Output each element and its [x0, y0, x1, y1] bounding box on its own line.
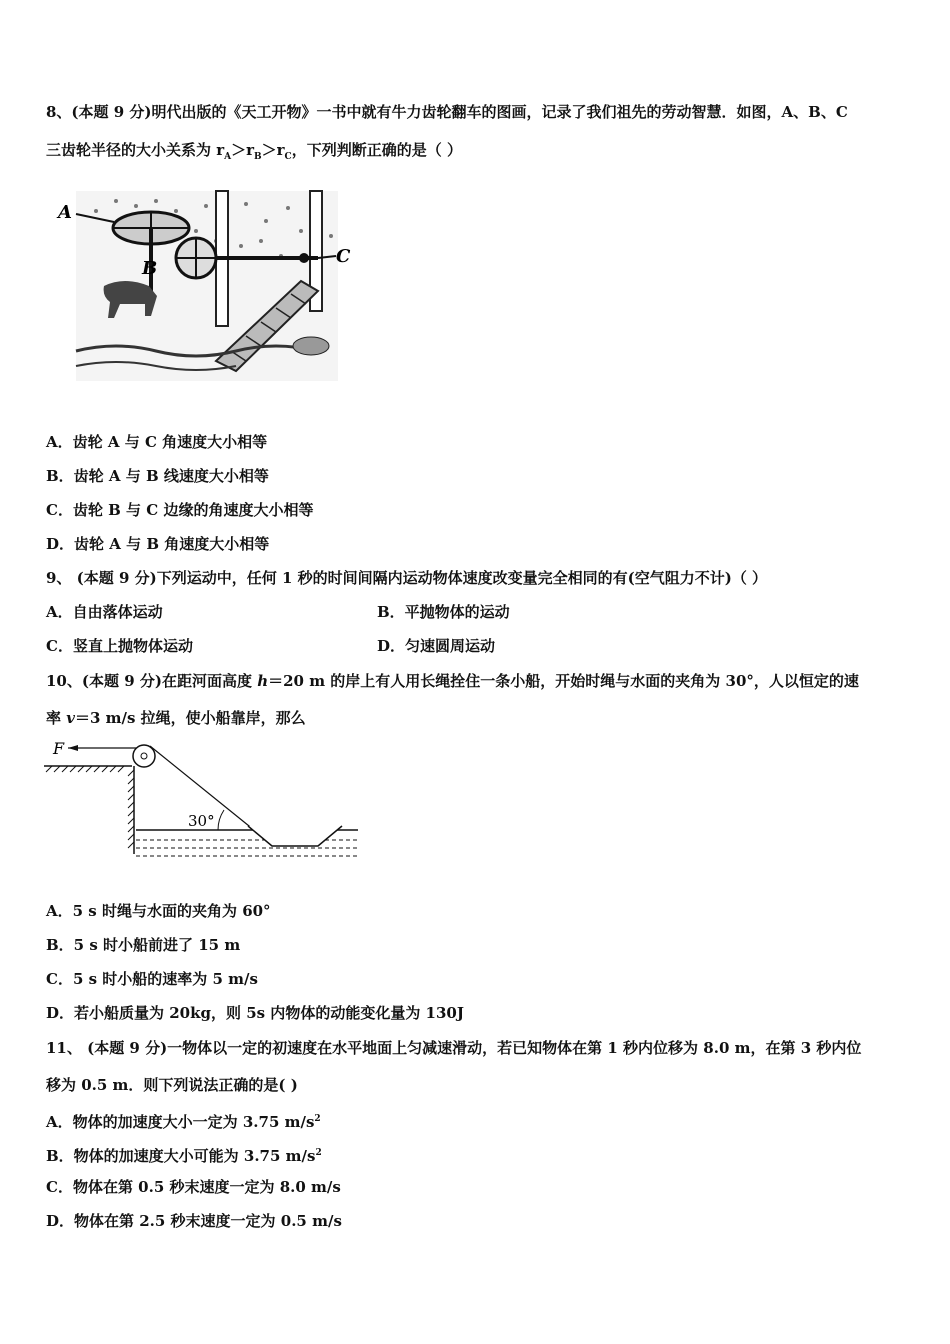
var-h: h [257, 672, 269, 690]
q10-stem-line2 [46, 708, 306, 728]
q8-option-d: D．齿轮 A 与 B 角速度大小相等 [46, 535, 270, 553]
label-b: B [142, 258, 158, 279]
q10-line2-b: ＝3 m/s 拉绳，使小船靠岸，那么 [74, 709, 306, 727]
q10-line2-a: 率 [46, 709, 67, 727]
label-c: C [336, 246, 351, 267]
q9-option-c: C．竖直上抛物体运动 [46, 637, 193, 655]
q10-option-d: D．若小船质量为 20kg，则 5s 内物体的动能变化量为 130J [46, 1004, 464, 1022]
q10-option-a: A．5 s 时绳与水面的夹角为 60° [46, 902, 271, 920]
q9-option-a: A．自由落体运动 [46, 603, 163, 621]
q11-option-a [46, 1109, 321, 1132]
ox-waterwheel-figure [56, 186, 356, 386]
q11-stem-line1: 11、 (本题 9 分)一物体以一定的初速度在水平地面上匀减速滑动，若已知物体在第 1 秒内位移为 8.0 m，在第 3 秒内位 [46, 1039, 862, 1057]
q11-option-c: C．物体在第 0.5 秒末速度一定为 8.0 m/s [46, 1178, 341, 1196]
q10-option-c: C．5 s 时小船的速率为 5 m/s [46, 970, 258, 988]
q9-stem: 9、 (本题 9 分)下列运动中，任何 1 秒的时间间隔内运动物体速度改变量完全相同的有(空气阻力不计)（ ） [46, 569, 768, 587]
squared-b: 2 [315, 1148, 322, 1158]
label-a: A [58, 202, 72, 223]
gt-1: ＞r [231, 141, 255, 159]
q9-option-d: D．匀速圆周运动 [377, 637, 496, 655]
sub-b: B [254, 152, 262, 162]
q11-option-a-text: A．物体的加速度大小一定为 3.75 m/s [46, 1113, 315, 1131]
sub-c: C [284, 152, 292, 162]
q10-option-b: B．5 s 时小船前进了 15 m [46, 936, 241, 954]
q11-option-d: D．物体在第 2.5 秒末速度一定为 0.5 m/s [46, 1212, 342, 1230]
q8-option-c: C．齿轮 B 与 C 边缘的角速度大小相等 [46, 501, 314, 519]
q11-option-b [46, 1143, 322, 1166]
squared-a: 2 [314, 1114, 321, 1124]
label-f: F [53, 739, 65, 758]
boat-icon [248, 826, 342, 846]
q10-line1-b: ＝20 m 的岸上有人用长绳拴住一条小船，开始时绳与水面的夹角为 30°，人以恒定的速 [268, 672, 859, 690]
q8-line2-post: ，下列判断正确的是（ ） [291, 141, 462, 159]
gear-c-icon [299, 253, 309, 263]
q10-stem-line1 [46, 671, 859, 691]
boat-rope-figure [40, 736, 370, 866]
q11-stem-line2: 移为 0.5 m．则下列说法正确的是( ) [46, 1076, 298, 1094]
q10-line1-a: 10、(本题 9 分)在距河面高度 [46, 672, 258, 690]
q8-stem-line2 [46, 140, 462, 167]
gt-2: ＞r [261, 141, 285, 159]
rock [293, 337, 329, 355]
q8-option-b: B．齿轮 A 与 B 线速度大小相等 [46, 467, 269, 485]
sub-a: A [224, 152, 232, 162]
q8-option-a: A．齿轮 A 与 C 角速度大小相等 [46, 433, 268, 451]
q11-option-b-text: B．物体的加速度大小可能为 3.75 m/s [46, 1147, 316, 1165]
q9-option-b: B．平抛物体的运动 [377, 603, 510, 621]
q8-stem-line1: 8、(本题 9 分)明代出版的《天工开物》一书中就有牛力齿轮翻车的图画，记录了我们祖先的劳动智慧．如图，A、B、C [46, 103, 848, 121]
q8-line2-pre: 三齿轮半径的大小关系为 r [46, 141, 225, 159]
label-angle: 30° [188, 812, 215, 830]
var-v: v [66, 709, 75, 727]
angle-arc [218, 810, 224, 830]
